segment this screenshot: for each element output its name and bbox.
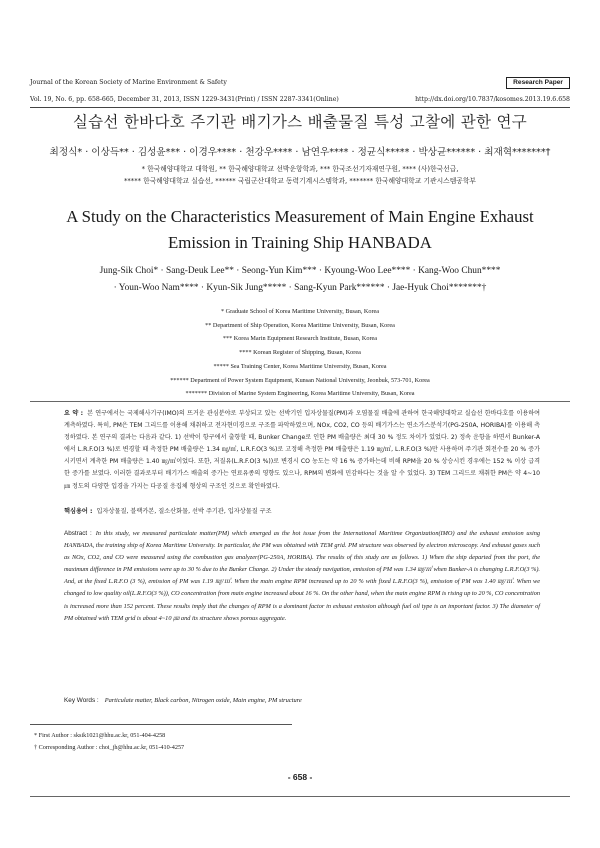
english-affiliation: ** Department of Ship Operation, Korea Maritime University, Busan, Korea (205, 321, 395, 329)
english-keywords-label: Key Words : (64, 697, 99, 704)
footnote-rule (30, 724, 292, 725)
english-affiliation: ****** Department of Power System Equipment, Kunsan National University, Jeonbuk, 573-701, Korea (170, 376, 430, 384)
korean-keywords-text: 입자상물질, 블랙카본, 질소산화물, 선박 주기관, 입자상물질 구조 (96, 508, 272, 515)
english-affiliation: *** Korea Marin Equipment Research Institute, Busan, Korea (222, 335, 378, 343)
english-authors-line: Jung-Sik Choi* · Sang-Deuk Lee** · Seong-Yun Kim*** · Kyoung-Woo Lee**** · Kang-Woo Chun**** (99, 266, 501, 276)
english-title-line: A Study on the Characteristics Measurement of Main Engine Exhaust (66, 207, 534, 226)
english-affiliation: **** Korean Register of Shipping, Busan, Korea (239, 349, 361, 357)
korean-affiliations (20, 163, 580, 187)
volume-info: Vol. 19, No. 6, pp. 658-665, December 31, 2013, ISSN 1229-3431(Print) / ISSN 2287-3341(Online) (30, 96, 339, 103)
english-affiliations (0, 305, 600, 401)
english-title (0, 204, 600, 256)
korean-abstract-label: 요 약 : (64, 410, 84, 417)
english-affiliation: * Graduate School of Korea Maritime University, Busan, Korea (220, 308, 380, 315)
english-abstract (64, 528, 540, 625)
english-keywords (64, 696, 540, 706)
korean-abstract (64, 408, 540, 493)
corresponding-author-footnote: † Corresponding Author : choi_jh@hhu.ac.kr, 051-410-4257 (34, 744, 185, 751)
korean-title: 실습선 한바다호 주기관 배기가스 배출물질 특성 고찰에 관한 연구 (72, 113, 528, 131)
english-authors (0, 263, 600, 297)
header-rule (30, 107, 570, 108)
english-abstract-label: Abstract : (64, 530, 92, 537)
korean-keywords (64, 507, 540, 517)
korean-abstract-text: 본 연구에서는 국제해사기구(IMO)의 뜨거운 관심분야로 부상되고 있는 선박기인 입자상물질(PM)과 오염물질 배출에 관하여 한국해양대학교 실습선 한바다호를 이용하여 계측하였다. 특히, PM은 TEM 그리드를 이용해 채취하고 전자현미경으로 구조를 파악하였으며, NOx, CO2, CO 등의 배기가스는 연소가스분석기(PG-250A, HORIBA)를 이용해 측정하였다. 본 연구의 결과는 다음과 같다. 1) 선박이 항구에서 출항할 때, Bunker Change로 인한 PM 배출량은 최대 30 % 정도 차이가 있었다. 2) 정속 운항을 하면서 Bunker-A에서 L.R.F.O(3 %)로 변경할 때 측정한 PM 배출량은 1.34 ㎎/㎥, L.R.F.O(3 %)로 고정해 측정한 PM 배출량은 1.19 ㎎/㎥, L.R.F.O(3 %)만 사용하며 주기관 회전수를 20 % 증가시키면서 계측한 PM 배출량은 1.40 ㎎/㎥이었다. 또한, 저질유(L.R.F.O(3 %))로 변경시 CO 농도는 약 16 % 증가하는데 비해 RPM을 20 % 상승시킨 경우에는 152 % 이상 급격한 증가를 보였다. 이러한 결과로부터 배기가스 배출의 증가는 연료유종의 영향도 있으나, RPM의 변화에 민감하다는 것을 알 수 있었다. 3) TEM 그리드로 채취한 PM은 약 4~10 ㎛ 정도의 다양한 입경을 가지는 다공질 응집체 형상의 구조인 것으로 확인하였다. (64, 410, 540, 490)
first-author-footnote: * First Author : sksik1021@hhu.ac.kr, 051-404-4258 (34, 732, 166, 739)
research-paper-badge: Research Paper (506, 77, 570, 89)
english-authors-line: · Youn-Woo Nam**** · Kyun-Sik Jung***** · Sang-Kyun Park****** · Jae-Hyuk Choi*******† (113, 283, 487, 293)
english-title-line: Emission in Training Ship HANBADA (168, 233, 432, 252)
footer-rule (30, 796, 570, 797)
english-keywords-text: Particulate matter, Black carbon, Nitrogen oxide, Main engine, PM structure (104, 697, 302, 704)
korean-affiliation-line: ***** 한국해양대학교 실습선, ****** 국립군산대학교 동력기계시스템학과, ******* 한국해양대학교 기관시스템공학부 (124, 177, 476, 185)
doi-link[interactable]: http://dx.doi.org/10.7837/kosomes.2013.19.6.658 (415, 96, 570, 103)
journal-name: Journal of the Korean Society of Marine Environment & Safety (30, 79, 227, 86)
korean-authors: 최정식* · 이상득** · 김성윤*** · 이경우**** · 천강우**** · 남연우**** · 정균식***** · 박상균****** · 최재혁*******† (49, 147, 551, 158)
page-number: - 658 - (287, 772, 313, 782)
english-affiliation: ******* Division of Marine System Engineering, Korea Maritime University, Busan, Korea (185, 390, 415, 398)
korean-affiliation-line: * 한국해양대학교 대학원, ** 한국해양대학교 선박운항학과, *** 한국조선기자재연구원, **** (사)한국선급, (141, 165, 459, 173)
english-abstract-text: In this study, we measured particulate matter(PM) which emerged as the hot issue from the International Maritime Organization(IMO) and the exhaust emission using HANBADA, the training ship of Korea Maritime University. In particular, the PM was obtained with TEM grid. PM structure was observed by electron microscopy. And exhaust gases such as NOx, CO2, and CO were measured using the combustion gas analyzer(PG-250A, HORIBA). The results of this study are as follows. 1) When the ship departed from the port, the maximum difference in PM emissions were up to 30 % due to the Bunker Change. 2) Under the steady navigation, emission of PM was 1.34 ㎎/㎥ when Bunker-A is changing L.R.F.O(3 %). And, at the fixed L.R.F.O (3 %), emission of PM was 1.19 ㎎/㎥. When the main engine RPM increased up to 20 % with fixed L.R.F.O(3 %), emission of PM was 1.40 ㎎/㎥. When we changed to low quality oil(L.R.F.O(3 %)), CO concentration from main engine increased about 16 %. On the other hand, when the main engine RPM is rising up to 20 %, CO concentration is increased more than 152 percent. These results imply that the changes of RPM is a dominant factor in exhaust emission although fuel oil type is an important factor. 3) The diameter of PM obtained with TEM grid is about 4~10 ㎛ and its structure shows porous aggregate. (64, 530, 540, 622)
english-affiliation: ***** Sea Training Center, Korea Maritime University, Busan, Korea (213, 362, 387, 370)
section-rule (30, 401, 570, 402)
korean-keywords-label: 핵심용어 : (64, 508, 93, 515)
